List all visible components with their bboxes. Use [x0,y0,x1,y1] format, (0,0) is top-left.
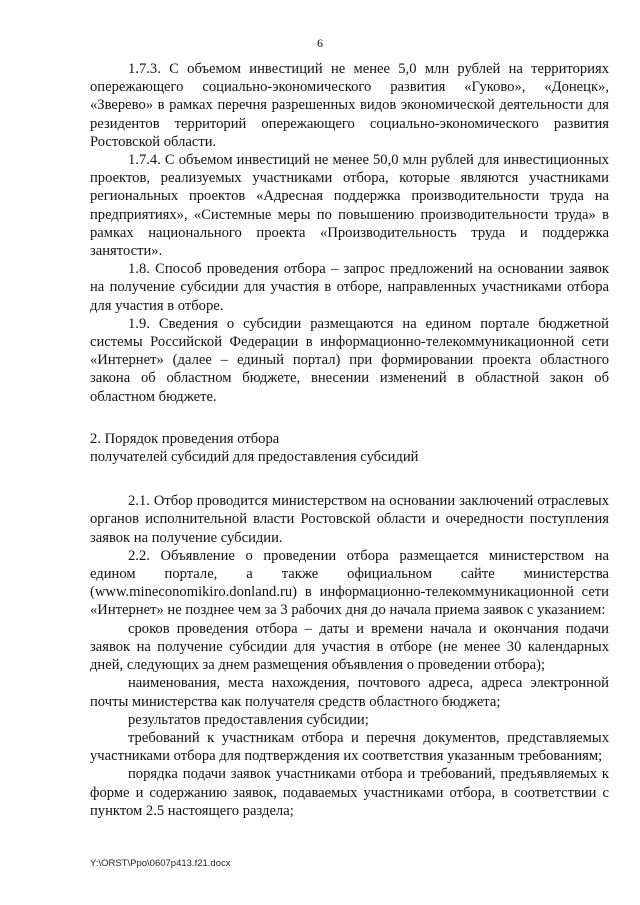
paragraph-2-1: 2.1. Отбор проводится министерством на основании заключений отраслевых органов исполнительной власти Ростовской области и очередности поступления заявок на получение субсидии. [90,493,609,546]
paragraph-1-7-4: 1.7.4. С объемом инвестиций не менее 50,0 млн рублей для инвестиционных проектов, реализуемых участниками отбора, которые являются участниками региональных проектов «Адресная поддержка производительности труда на предприятиях», «Системные меры по повышению производительности труда» в рамках национального проекта «Производительность труда и поддержка занятости». [90,152,609,260]
paragraph-2-2: 2.2. Объявление о проведении отбора размещается министерством на едином портале, а также официальном сайте министерства (www.mineconomikiro.donland.ru) в информационно-телекоммуникационной сети «Интернет» не позднее чем за 3 рабочих дня до начала приема заявок с указанием: [90,547,609,619]
file-path-footer: Y:\ORST\Ppo\0607p413.f21.docx [90,858,231,869]
list-item-application-procedure: порядка подачи заявок участниками отбора и требований, предъявляемых к форме и содержанию заявок, подаваемых участниками отбора, в соответствии с пунктом 2.5 настоящего раздела; [90,766,609,819]
paragraph-1-8: 1.8. Способ проведения отбора – запрос предложений на основании заявок на получение субсидии для участия в отборе, направленных участниками отбора для участия в отборе. [90,261,609,314]
section-heading [90,430,609,466]
list-item-results: результатов предоставления субсидии; [128,711,369,728]
section-heading-line-2: получателей субсидий для предоставления субсидий [90,449,419,466]
list-item-requirements: требований к участникам отбора и перечня документов, представляемых участниками отбора для подтверждения их соответствия указанным требованиям; [90,729,609,765]
paragraph-1-7-3: 1.7.3. С объемом инвестиций не менее 5,0 млн рублей на территориях опережающего социально-экономического развития «Гуково», «Донецк», «Зверево» в рамках перечня разрешенных видов экономической деятельности для резидентов территорий опережающего социально-экономического развития Ростовской области. [90,61,609,150]
section-heading-line-1: 2. Порядок проведения отбора [90,430,280,447]
list-item-deadlines: сроков проведения отбора – даты и времени начала и окончания подачи заявок на получение субсидии для участия в отборе (не менее 30 календарных дней, следующих за днем размещения объявления о проведении отбора); [90,620,609,674]
document-body [90,60,609,820]
page-number: 6 [317,36,323,50]
list-item-ministry-contacts: наименования, места нахождения, почтового адреса, адреса электронной почты министерства как получателя средств областного бюджета; [90,675,609,710]
paragraph-1-9: 1.9. Сведения о субсидии размещаются на едином портале бюджетной системы Российской Федерации в информационно-телекоммуникационной сети «Интернет» (далее – единый портал) при формировании проекта областного закона об областном бюджете, внесении изменений в областной закон об областном бюджете. [90,315,609,405]
